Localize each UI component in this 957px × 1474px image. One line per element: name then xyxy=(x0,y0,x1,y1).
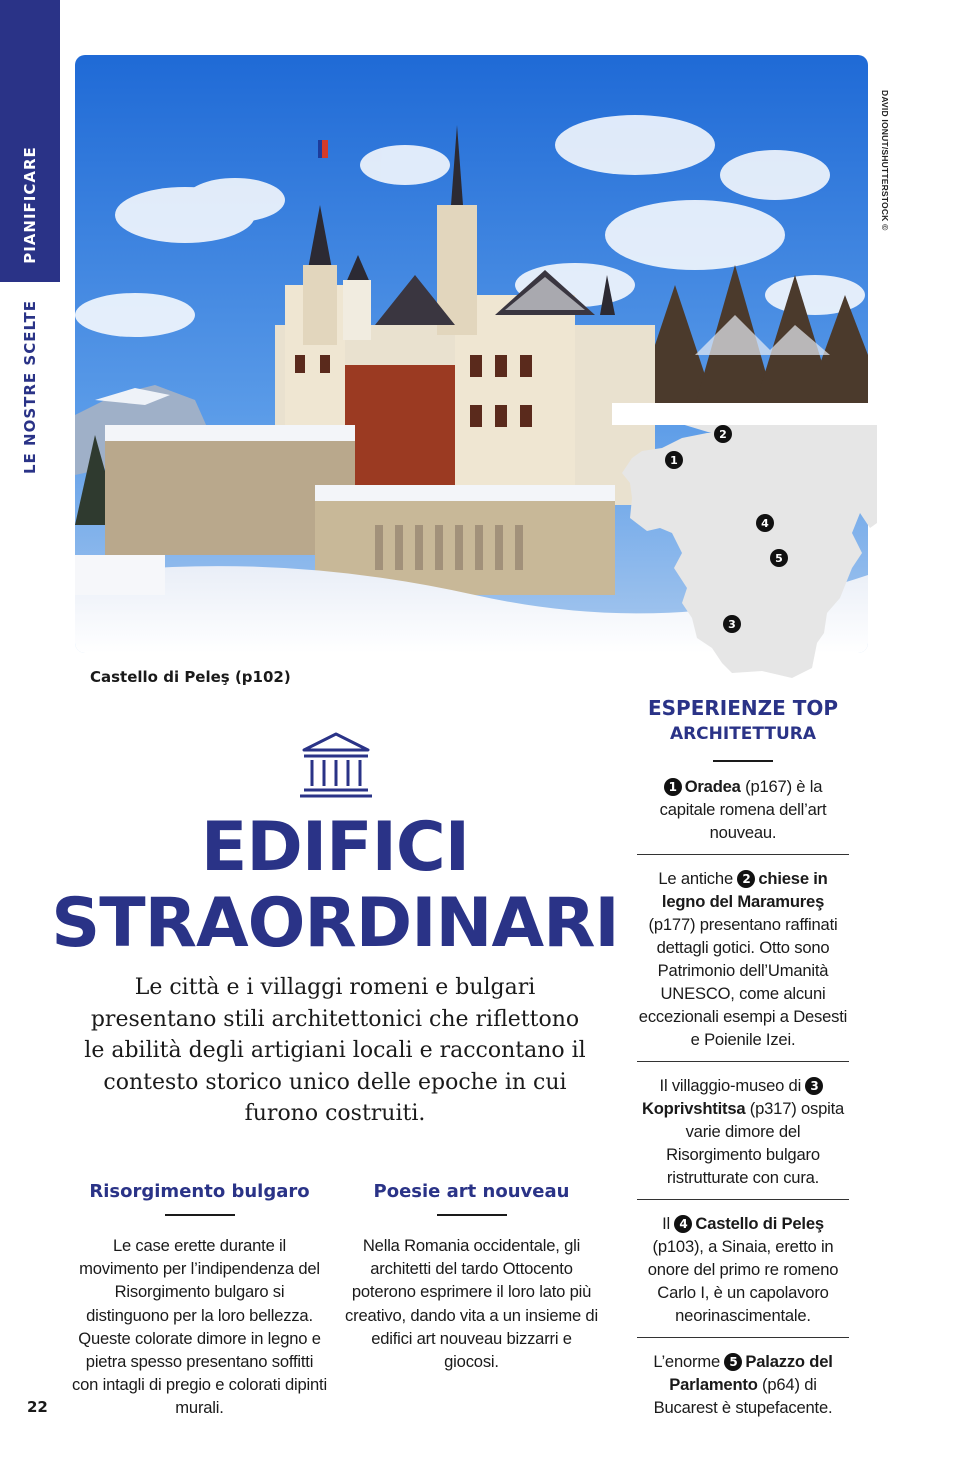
sidebar-heading xyxy=(637,694,849,762)
item-name: Koprivshtitsa xyxy=(641,1099,746,1118)
divider xyxy=(637,854,849,855)
svg-text:5: 5 xyxy=(775,552,783,565)
marker-number: 4 xyxy=(674,1215,692,1233)
svg-text:4: 4 xyxy=(761,517,769,530)
title-line-2: STRAORDINARI xyxy=(51,884,619,963)
sidebar-heading-line-1: ESPERIENZE TOP xyxy=(647,696,839,720)
marker-number: 5 xyxy=(724,1353,742,1371)
map-marker-1 xyxy=(665,451,683,469)
marker-number: 3 xyxy=(805,1077,823,1095)
column-art-nouveau xyxy=(344,1180,599,1373)
sidebar-heading-line-2: ARCHITETTURA xyxy=(669,724,817,744)
divider xyxy=(637,1061,849,1062)
title-line-1: EDIFICI xyxy=(200,808,470,887)
column-risorgimento xyxy=(72,1180,327,1420)
divider xyxy=(713,760,773,762)
column-heading: Risorgimento bulgaro xyxy=(89,1181,310,1202)
sidebar-item: 1 Oradea (p167) è la capitale romena dell’art nouveau. xyxy=(659,777,827,842)
sidebar-item: Il 4 Castello di Peleş (p103), a Sinaia, eretto in onore del primo re romeno Carlo I, è un capolavoro neorinascimentale. xyxy=(647,1214,839,1325)
map-marker-3 xyxy=(723,615,741,633)
intro-paragraph: Le città e i villaggi romeni e bulgari presentano stili architettonici che riflettono le abilità degli artigiani locali e raccontano il contesto storico unico delle epoche in cui furono costruiti. xyxy=(84,975,586,1126)
marker-number: 2 xyxy=(737,870,755,888)
item-name: Castello di Peleş xyxy=(695,1214,824,1233)
sidebar-item: Il villaggio-museo di 3Koprivshtitsa (p317) ospita varie dimore del Risorgimento bulgaro ristrutturate con cura. xyxy=(641,1076,845,1187)
divider xyxy=(637,1199,849,1200)
column-heading: Poesie art nouveau xyxy=(373,1181,570,1202)
svg-text:1: 1 xyxy=(670,454,678,467)
column-text: Nella Romania occidentale, gli architetti del tardo Ottocento poterono esprimere il loro lato più creativo, dando vita a un insieme di edifici art nouveau bizzarri e giocosi. xyxy=(345,1236,598,1372)
page-title xyxy=(0,810,670,962)
sidebar-item: L’enorme 5 Palazzo del Parlamento (p64) di Bucarest è stupefacente. xyxy=(653,1352,833,1417)
divider xyxy=(165,1214,235,1216)
map-marker-5 xyxy=(770,549,788,567)
map-marker-4 xyxy=(756,514,774,532)
photo-caption: Castello di Peleş (p102) xyxy=(90,668,291,686)
divider xyxy=(637,1337,849,1338)
column-text: Le case erette durante il movimento per l’indipendenza del Risorgimento bulgaro si distinguono per la loro bellezza. Queste colorate dimore in legno e pietra spesso presentano soffitti con intagli di pregio e colorati dipinti murali. xyxy=(72,1236,327,1418)
item-name: chiese in legno del Maramureş xyxy=(661,869,828,911)
subsection-tab xyxy=(0,282,60,492)
section-label: PIANIFICARE xyxy=(21,146,39,264)
section-tab xyxy=(0,0,60,282)
item-name: Oradea xyxy=(684,777,741,796)
item-name: Palazzo del Parlamento xyxy=(669,1352,833,1394)
temple-icon xyxy=(300,730,372,798)
subsection-label: LE NOSTRE SCELTE xyxy=(21,300,39,474)
photo-credit: DAVID IONUT/SHUTTERSTOCK © xyxy=(880,90,890,231)
svg-text:2: 2 xyxy=(719,428,727,441)
sidebar-item: Le antiche 2 chiese in legno del Maramureş (p177) presentano raffinati dettagli gotici. Otto sono Patrimonio dell’Umanità UNESCO, come alcuni eccezionali esempi a Desesti e Poienile Izei. xyxy=(638,869,848,1049)
marker-number: 1 xyxy=(664,778,682,796)
region-map xyxy=(612,403,877,683)
map-marker-2 xyxy=(714,425,732,443)
divider xyxy=(437,1214,507,1216)
svg-text:3: 3 xyxy=(728,618,736,631)
page-number: 22 xyxy=(27,1398,48,1416)
